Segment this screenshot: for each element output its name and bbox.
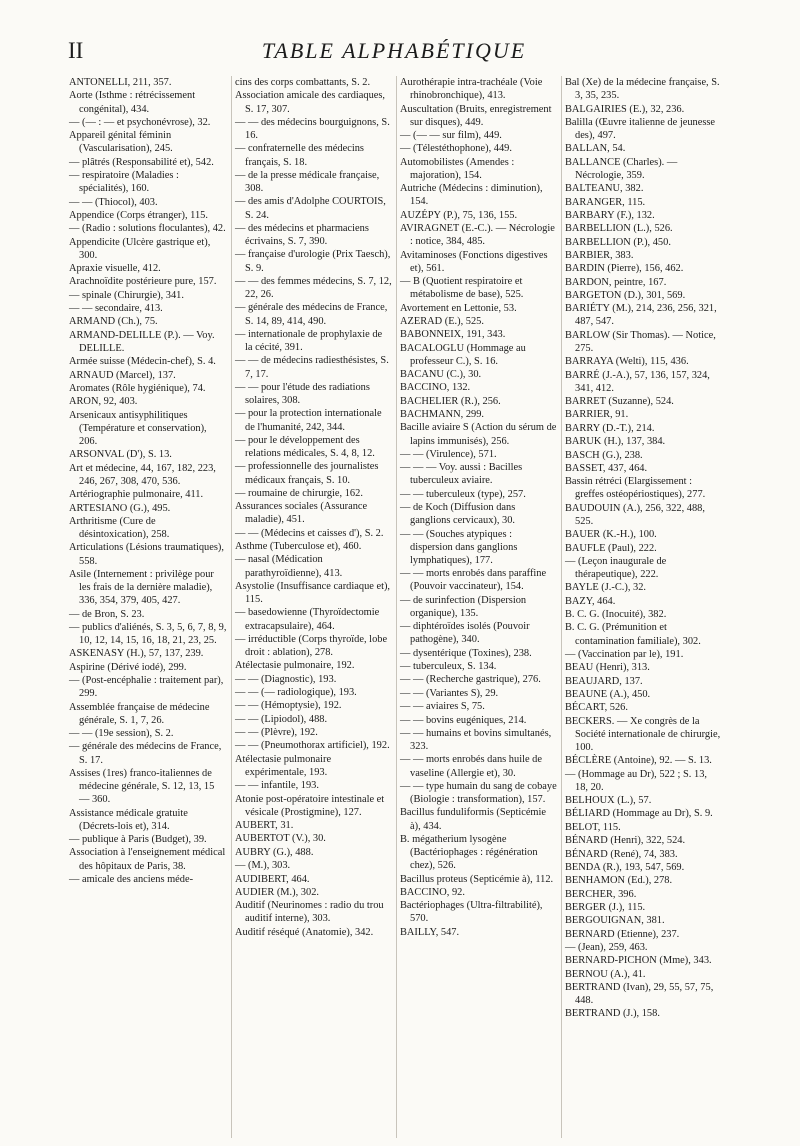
index-column-3 [396,76,561,1138]
index-entry: BENDA (R.), 193, 547, 569. [565,861,685,873]
index-entry: BERNARD-PICHON (Mme), 343. [565,955,712,967]
index-entry: BERNARD (Etienne), 237. [565,928,680,940]
index-entry: — — (Virulence), 571. [400,448,497,460]
index-entry: BARIÉTY (M.), 214, 236, 256, 321, 487, 547. [565,303,717,328]
index-entry: Automobilistes (Amendes : majoration), 154. [400,156,515,181]
index-entry: BALTEANU, 382. [565,183,644,195]
index-column-4 [561,76,726,1138]
index-entry: BERGER (J.), 115. [565,901,646,913]
index-entry: BACCINO, 92. [400,886,465,898]
index-entry: — — (Hémoptysie), 192. [235,700,342,712]
index-entry: Atonie post-opératoire intestinale et vésicale (Prostigmine), 127. [235,793,385,818]
index-column-1 [66,76,231,1138]
index-entry: BARLOW (Sir Thomas). — Notice, 275. [565,329,716,354]
index-entry: Bactériophages (Ultra-filtrabilité), 570. [400,900,543,925]
index-entry: Auscultation (Bruits, enregistrement sur disques), 449. [400,103,552,128]
index-entry: BARRÉ (J.-A.), 57, 136, 157, 324, 341, 412. [565,369,710,394]
index-entry: — — aviaires S, 75. [400,701,485,713]
index-entry: — de la presse médicale française, 308. [235,169,380,194]
index-entry: Balilla (Œuvre italienne de jeunesse des), 497. [565,116,716,141]
index-entry: BAILLY, 547. [400,926,460,938]
index-entry: Atélectasie pulmonaire expérimentale, 193. [235,753,332,778]
index-entry: — tuberculeux, S. 134. [400,661,497,673]
index-entry: BARRAYA (Welti), 115, 436. [565,356,689,368]
running-title: TABLE ALPHABÉTIQUE [261,38,527,63]
index-entry: ARON, 92, 403. [69,396,138,408]
index-entry: — française d'urologie (Prix Taesch), S. 9. [235,249,391,274]
index-entry: BARBELLION (P.), 450. [565,236,671,248]
index-entry: BÉCART, 526. [565,702,628,714]
index-entry: BARDIN (Pierre), 156, 462. [565,263,684,275]
index-entry: AVIRAGNET (E.-C.). — Nécrologie : notice, 384, 485. [400,223,555,248]
index-entry: Arthritisme (Cure de désintoxication), 258. [69,515,170,540]
index-entry: — — morts enrobés dans huile de vaseline (Allergie et), 30. [400,754,542,779]
index-entry: — basedowienne (Thyroïdectomie extracapsulaire), 464. [235,607,380,632]
index-entry: BALLANCE (Charles). — Nécrologie, 359. [565,156,678,181]
index-entry: — (M.), 303. [235,860,291,872]
index-entry: cins des corps combattants, S. 2. [235,77,371,88]
index-entry: — amicale des anciens méde- [69,873,194,885]
index-entry: BÉNARD (Henri), 322, 524. [565,835,686,847]
index-entry: BARRIER, 91. [565,409,629,421]
index-entry: — (Hommage au Dr), 522 ; S. 13, 18, 20. [565,768,707,793]
index-entry: — — bovins eugéniques, 214. [400,714,527,726]
index-entry: Bassin rétréci (Elargissement : greffes ostéopériostiques), 277. [565,476,706,501]
index-entry: Assurances sociales (Assurance maladie), 451. [235,501,368,526]
index-entry: Asthme (Tuberculose et), 460. [235,541,362,553]
index-entry: ANTONELLI, 211, 357. [69,77,172,88]
index-entry: — — pour l'étude des radiations solaires, 308. [235,381,370,406]
index-entry: Arachnoïdite postérieure pure, 157. [69,276,217,288]
index-entry: — — infantile, 193. [235,780,319,792]
index-entry: BACCINO, 132. [400,382,471,394]
index-entry: AUBERTOT (V.), 30. [235,833,326,845]
index-entry: Appendice (Corps étranger), 115. [69,209,208,221]
index-entry: — (Post-encéphalie : traitement par), 299. [69,675,224,700]
index-entry: — — tuberculeux (type), 257. [400,488,526,500]
index-entry: — publics d'aliénés, S. 3, 5, 6, 7, 8, 9, 10, 12, 14, 15, 16, 18, 21, 23, 25. [69,621,227,646]
index-entry: — (Radio : solutions floculantes), 42. [69,223,226,235]
index-entry: — diphtéroïdes isolés (Pouvoir pathogène), 340. [400,621,530,646]
index-entry: — internationale de prophylaxie de la cécité, 391. [235,328,383,353]
index-entry: — — (Lipiodol), 488. [235,713,328,725]
index-entry: — respiratoire (Maladies : spécialités), 160. [69,170,179,195]
index-entry: BERGOUIGNAN, 381. [565,915,665,927]
index-entry: BALLAN, 54. [565,143,626,155]
index-entry: BELOT, 115. [565,821,621,833]
index-entry: BÉLIARD (Hommage au Dr), S. 9. [565,808,713,820]
index-entry: BENHAMON (Ed.), 278. [565,875,673,887]
index-entry: — de surinfection (Dispersion organique), 135. [400,594,527,619]
index-entry: B. C. G. (Prémunition et contamination familiale), 302. [565,622,701,647]
index-entry: — — (Diagnostic), 193. [235,673,337,685]
index-entry: BASCH (G.), 238. [565,449,643,461]
index-entry: B. C. G. (Inocuité), 382. [565,609,667,621]
index-entry: Association amicale des cardiaques, S. 17, 307. [235,90,386,115]
index-entry: AZERAD (E.), 525. [400,315,484,327]
index-entry: — nasal (Médication parathyroïdienne), 413. [235,554,343,579]
index-entry: BERCHER, 396. [565,888,637,900]
index-entry: — — (19e session), S. 2. [69,728,174,740]
index-entry: B. mégatherium lysogène (Bactériophages : régénération chez), 526. [400,833,538,872]
index-entry: BEAU (Henri), 313. [565,662,650,674]
index-entry: — de Bron, S. 23. [69,608,145,620]
index-entry: BARBIER, 383. [565,249,634,261]
index-entry: BABONNEIX, 191, 343. [400,329,506,341]
index-entry: BERTRAND (Ivan), 29, 55, 57, 75, 448. [565,981,714,1007]
index-columns [66,76,726,1138]
index-entry: BACHELIER (R.), 256. [400,395,501,407]
index-entry: Aurothérapie intra-trachéale (Voie rhinobronchique), 413. [400,77,543,102]
index-entry: — (Télestéthophone), 449. [400,143,512,155]
index-entry: BECKERS. — Xe congrès de la Société internationale de chirurgie, 100. [565,715,721,753]
index-entry: BARBARY (F.), 132. [565,209,655,221]
index-entry: BARDON, peintre, 167. [565,276,667,288]
index-entry: ARSONVAL (D'), S. 13. [69,449,172,461]
index-entry: BÉNARD (René), 74, 383. [565,848,678,860]
index-entry: BERNOU (A.), 41. [565,968,646,980]
index-entry: — — (Variantes S), 29. [400,687,499,699]
index-entry: — confraternelle des médecins français, S. 18. [235,143,364,168]
index-entry: — professionnelle des journalistes médicaux français, S. 10. [235,461,379,486]
index-entry: Apraxie visuelle, 412. [69,263,161,275]
index-entry: BÉCLÈRE (Antoine), 92. — S. 13. [565,755,712,767]
index-entry: Assistance médicale gratuite (Décrets-lois et), 314. [69,807,188,832]
index-entry: AUBRY (G.), 488. [235,846,314,858]
index-entry: — (Jean), 259, 463. [565,941,648,953]
index-entry: — dysentérique (Toxines), 238. [400,647,532,659]
index-entry: BACHMANN, 299. [400,409,484,421]
index-entry: Asystolie (Insuffisance cardiaque et), 115. [235,580,391,606]
index-entry: BARBELLION (L.), 526. [565,223,673,235]
index-entry: ARMAND (Ch.), 75. [69,316,158,328]
index-entry: BEAUJARD, 137. [565,675,643,687]
index-entry: — de Koch (Diffusion dans ganglions cervicaux), 30. [400,502,516,527]
index-entry: BALGAIRIES (E.), 32, 236. [565,103,685,115]
index-entry: BARRET (Suzanne), 524. [565,396,674,408]
index-entry: — B (Quotient respiratoire et métabolisme de base), 525. [400,276,524,301]
index-entry: Artériographie pulmonaire, 411. [69,489,204,501]
index-entry: Asile (Internement : privilège pour les frais de la dernière maladie), 336, 354, 379, 405, 427. [69,568,214,607]
index-entry: Arsenicaux antisyphilitiques (Température et conservation), 206. [69,409,207,447]
page-number: II [68,38,84,63]
index-entry: — (— — sur film), 449. [400,130,502,141]
index-entry: Bacille aviaire S (Action du sérum de lapins immunisés), 256. [400,422,557,447]
index-entry: Aorte (Isthme : rétrécissement congénital), 434. [69,90,196,115]
index-entry: — — (Thiocol), 403. [69,196,158,208]
index-entry: BERTRAND (J.), 158. [565,1008,660,1020]
index-entry: Auditif (Neurinomes : radio du trou auditif interne), 303. [235,900,384,925]
index-entry: — générale des médecins de France, S. 14, 89, 414, 490. [235,302,388,327]
index-entry: AUBERT, 31. [235,820,294,832]
index-entry: — — des femmes médecins, S. 7, 12, 22, 26. [235,275,392,300]
index-entry: BASSET, 437, 464. [565,462,648,474]
index-entry: — — des médecins bourguignons, S. 16. [235,116,390,141]
index-entry: ARNAUD (Marcel), 137. [69,369,176,381]
index-entry: — — type humain du sang de cobaye (Biologie : transformation), 157. [400,780,557,805]
index-entry: Avortement en Lettonie, 53. [400,302,517,314]
index-entry: BAUER (K.-H.), 100. [565,529,657,541]
index-entry: — — humains et bovins simultanés, 323. [400,727,552,752]
index-entry: — — (Pneumothorax artificiel), 192. [235,740,390,752]
index-entry: Atélectasie pulmonaire, 192. [235,660,355,672]
index-entry: AUDIER (M.), 302. [235,886,319,898]
index-entry: Bacillus proteus (Septicémie à), 112. [400,873,554,885]
index-entry: — irréductible (Corps thyroïde, lobe droit : ablation), 278. [235,633,388,659]
index-entry: AUDIBERT, 464. [235,873,310,885]
index-entry: Aromates (Rôle hygiénique), 74. [69,382,206,394]
index-entry: — (— : — et psychonévrose), 32. [69,116,211,128]
page-header [68,38,720,78]
index-entry: BACALOGLU (Hommage au professeur C.), S. 16. [400,342,526,367]
index-entry: — pour la protection internationale de l'humanité, 242, 344. [235,408,382,433]
index-entry: BARGETON (D.), 301, 569. [565,289,686,301]
index-entry: BELHOUX (L.), 57. [565,795,652,807]
index-entry: Assises (1res) franco-italiennes de médecine générale, S. 12, 13, 15 — 360. [69,767,215,806]
index-entry: — — de médecins radiesthésistes, S. 7, 17. [235,355,389,380]
index-entry: BARUK (H.), 137, 384. [565,436,666,448]
index-entry: Armée suisse (Médecin-chef), S. 4. [69,356,216,368]
index-entry: BAUFLE (Paul), 222. [565,542,657,554]
index-entry: Appareil génital féminin (Vascularisation), 245. [69,130,173,155]
index-entry: — — (— radiologique), 193. [235,687,357,699]
index-entry: BAUDOUIN (A.), 256, 322, 488, 525. [565,502,705,527]
index-entry: Appendicite (Ulcère gastrique et), 300. [69,236,211,261]
index-entry: — des médecins et pharmaciens écrivains, S. 7, 390. [235,222,369,247]
index-entry: BAZY, 464. [565,595,616,607]
index-entry: — spinale (Chirurgie), 341. [69,289,184,301]
index-entry: — roumaine de chirurgie, 162. [235,487,363,499]
index-entry: Art et médecine, 44, 167, 182, 223, 246, 267, 308, 470, 536. [69,462,216,487]
index-entry: — — (Médecins et caisses d'), S. 2. [235,527,384,539]
index-entry: — — — Voy. aussi : Bacilles tuberculeux aviaire. [400,462,523,487]
index-entry: Auditif réséqué (Anatomie), 342. [235,926,374,938]
index-entry: AUZÉPY (P.), 75, 136, 155. [400,209,518,221]
index-entry: Autriche (Médecins : diminution), 154. [400,183,543,208]
index-entry: BACANU (C.), 30. [400,369,482,381]
index-entry: Avitaminoses (Fonctions digestives et), 561. [400,249,548,274]
index-column-2 [231,76,396,1138]
index-entry: — (Leçon inaugurale de thérapeutique), 222. [565,555,667,581]
index-entry: — générale des médecins de France, S. 17. [69,741,222,766]
index-entry: — — morts enrobés dans paraffine (Pouvoir vaccinateur), 154. [400,568,547,593]
index-entry: — — secondaire, 413. [69,303,163,315]
index-entry: ARTESIANO (G.), 495. [69,502,171,514]
index-entry: — des amis d'Adolphe COURTOIS, S. 24. [235,196,386,221]
index-entry: Aspirine (Dérivé iodé), 299. [69,661,187,673]
index-entry: BAYLE (J.-C.), 32. [565,582,647,594]
index-entry: — — (Recherche gastrique), 276. [400,674,541,686]
index-entry: ARMAND-DELILLE (P.). — Voy. DELILLE. [69,329,215,354]
index-entry: Articulations (Lésions traumatiques), 558. [69,542,224,567]
index-entry: — — (Plèvre), 192. [235,727,318,739]
index-entry: Association à l'enseignement médical des hôpitaux de Paris, 38. [69,847,226,872]
index-entry: BEAUNE (A.), 450. [565,688,651,700]
index-entry: BARANGER, 115. [565,196,646,208]
index-entry: Assemblée française de médecine générale, S. 1, 7, 26. [69,701,210,726]
index-entry: Bacillus funduliformis (Septicémie à), 434. [400,807,547,832]
index-entry: ASKENASY (H.), 57, 137, 239. [69,648,204,660]
index-entry: Bal (Xe) de la médecine française, S. 3, 35, 235. [565,77,720,102]
index-entry: — plâtrés (Responsabilité et), 542. [69,156,214,168]
index-entry: BARRY (D.-T.), 214. [565,422,655,434]
index-entry: — (Vaccination par le), 191. [565,648,684,660]
index-entry: — publique à Paris (Budget), 39. [69,834,207,846]
index-entry: — — (Souches atypiques : dispersion dans ganglions lymphatiques), 177. [400,528,518,566]
index-entry: — pour le développement des relations médicales, S. 4, 8, 12. [235,434,375,459]
